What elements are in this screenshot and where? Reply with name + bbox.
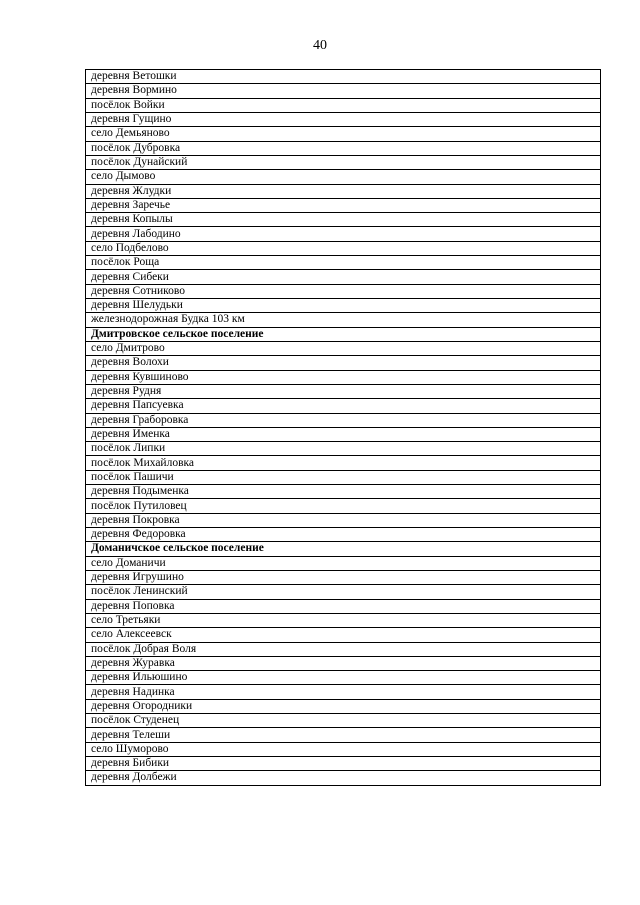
settlement-name: деревня Заречье — [86, 198, 601, 212]
table-row — [86, 270, 601, 284]
table-row — [86, 728, 601, 742]
settlement-name: посёлок Ленинский — [86, 585, 601, 599]
settlement-name: село Третьяки — [86, 613, 601, 627]
settlements-table-body — [86, 70, 601, 786]
settlement-name: деревня Жлудки — [86, 184, 601, 198]
settlement-name: деревня Огородники — [86, 699, 601, 713]
table-row — [86, 585, 601, 599]
settlement-name: деревня Покровка — [86, 513, 601, 527]
table-row — [86, 613, 601, 627]
settlement-name: деревня Граборовка — [86, 413, 601, 427]
table-row — [86, 757, 601, 771]
settlement-name: посёлок Роща — [86, 256, 601, 270]
table-row — [86, 155, 601, 169]
table-row — [86, 699, 601, 713]
table-row — [86, 528, 601, 542]
table-row — [86, 213, 601, 227]
table-row — [86, 112, 601, 126]
settlement-name: деревня Гущино — [86, 112, 601, 126]
settlement-name: деревня Именка — [86, 427, 601, 441]
table-row — [86, 70, 601, 84]
settlement-name: посёлок Липки — [86, 442, 601, 456]
settlement-name: село Шуморово — [86, 742, 601, 756]
settlement-name: посёлок Войки — [86, 98, 601, 112]
page-number: 40 — [313, 38, 327, 53]
settlement-name: посёлок Михайловка — [86, 456, 601, 470]
settlement-name: посёлок Добрая Воля — [86, 642, 601, 656]
table-row — [86, 642, 601, 656]
settlement-name: село Дымово — [86, 170, 601, 184]
table-row — [86, 656, 601, 670]
table-row — [86, 313, 601, 327]
table-row — [86, 427, 601, 441]
settlement-name: село Демьяново — [86, 127, 601, 141]
table-row — [86, 284, 601, 298]
table-row — [86, 671, 601, 685]
table-row — [86, 599, 601, 613]
table-row — [86, 227, 601, 241]
table-row — [86, 399, 601, 413]
settlement-name: деревня Игрушино — [86, 570, 601, 584]
settlement-name: деревня Кувшиново — [86, 370, 601, 384]
settlement-group-name: Дмитровское сельское поселение — [86, 327, 601, 341]
settlement-name: деревня Вормино — [86, 84, 601, 98]
settlement-name: деревня Долбежи — [86, 771, 601, 785]
table-row — [86, 456, 601, 470]
settlement-group-header-row — [86, 542, 601, 556]
table-row — [86, 685, 601, 699]
table-row — [86, 141, 601, 155]
settlement-name: деревня Копылы — [86, 213, 601, 227]
settlement-name: село Алексеевск — [86, 628, 601, 642]
settlement-name: село Дмитрово — [86, 341, 601, 355]
settlement-name: посёлок Путиловец — [86, 499, 601, 513]
settlement-name: деревня Папсуевка — [86, 399, 601, 413]
table-row — [86, 198, 601, 212]
table-row — [86, 341, 601, 355]
settlement-name: деревня Журавка — [86, 656, 601, 670]
table-row — [86, 127, 601, 141]
table-row — [86, 184, 601, 198]
table-row — [86, 170, 601, 184]
table-row — [86, 241, 601, 255]
settlement-name: посёлок Пашичи — [86, 470, 601, 484]
table-row — [86, 98, 601, 112]
table-row — [86, 513, 601, 527]
settlement-name: деревня Федоровка — [86, 528, 601, 542]
table-row — [86, 570, 601, 584]
table-row — [86, 384, 601, 398]
table-row — [86, 413, 601, 427]
settlement-group-header-row — [86, 327, 601, 341]
settlement-name: деревня Бибики — [86, 757, 601, 771]
settlement-name: деревня Ильюшино — [86, 671, 601, 685]
table-row — [86, 299, 601, 313]
settlement-name: деревня Ветошки — [86, 70, 601, 84]
settlement-name: село Доманичи — [86, 556, 601, 570]
settlement-name: деревня Сибеки — [86, 270, 601, 284]
table-row — [86, 714, 601, 728]
settlement-name: деревня Волохи — [86, 356, 601, 370]
settlement-name: посёлок Дубровка — [86, 141, 601, 155]
settlement-name: железнодорожная Будка 103 км — [86, 313, 601, 327]
settlement-name: деревня Подыменка — [86, 485, 601, 499]
table-row — [86, 256, 601, 270]
settlement-name: посёлок Студенец — [86, 714, 601, 728]
table-row — [86, 370, 601, 384]
settlement-name: посёлок Дунайский — [86, 155, 601, 169]
settlement-name: село Подбелово — [86, 241, 601, 255]
settlement-name: деревня Рудня — [86, 384, 601, 398]
table-row — [86, 485, 601, 499]
settlement-name: деревня Телеши — [86, 728, 601, 742]
table-row — [86, 84, 601, 98]
table-row — [86, 742, 601, 756]
table-row — [86, 356, 601, 370]
table-row — [86, 771, 601, 785]
settlements-table — [85, 69, 601, 786]
table-row — [86, 556, 601, 570]
settlement-name: деревня Сотниково — [86, 284, 601, 298]
settlement-name: деревня Поповка — [86, 599, 601, 613]
table-row — [86, 499, 601, 513]
settlement-group-name: Доманичское сельское поселение — [86, 542, 601, 556]
settlement-name: деревня Лабодино — [86, 227, 601, 241]
table-row — [86, 442, 601, 456]
table-row — [86, 628, 601, 642]
settlement-name: деревня Шелудьки — [86, 299, 601, 313]
settlement-name: деревня Надинка — [86, 685, 601, 699]
table-row — [86, 470, 601, 484]
